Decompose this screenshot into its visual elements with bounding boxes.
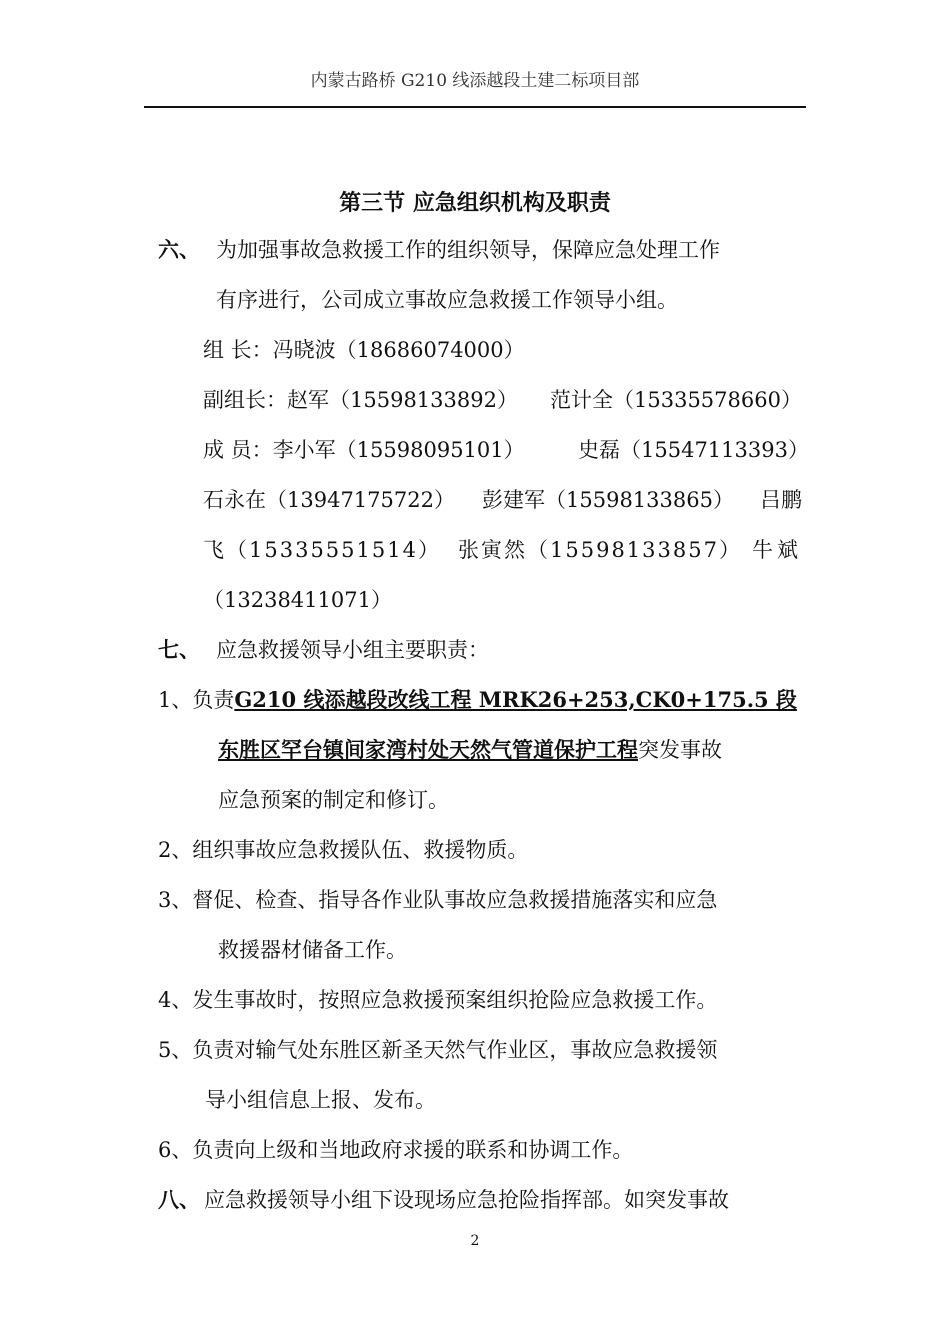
duty-1-prefix: 1、负责 [158,688,235,712]
section-eight-text: 应急救援领导小组下设现场应急抢险指挥部。如突发事故 [204,1188,729,1212]
member-5-part-2: 飞（15335551514） [203,538,441,562]
member-4: 彭建军（15598133865） [482,488,734,512]
deputy-leader-2: 范计全（15335578660） [550,388,802,412]
member-2: 史磊（15547113393） [578,438,809,462]
duty-1-line-1 [158,686,797,714]
duty-2: 2、组织事故应急救援队伍、救援物质。 [158,838,529,862]
header-divider [144,106,806,108]
page-number: 2 [470,1233,480,1249]
duty-3-line-1: 3、督促、检查、指导各作业队事故应急救援措施落实和应急 [158,888,718,912]
duty-1-suffix: 突发事故 [638,738,722,762]
member-5-part-1: 吕鹏 [760,488,802,512]
duty-1-line-2 [218,736,722,764]
duty-5-line-2: 导小组信息上报、发布。 [205,1088,436,1112]
group-leader: 组 长：冯晓波（18686074000） [203,338,525,362]
section-eight-marker: 八、 [158,1188,200,1212]
section-title: 第三节 应急组织机构及职责 [339,191,611,216]
duty-1-project-name: G210 线添越段改线工程 MRK26+253,CK0+175.5 段 [234,687,797,712]
section-six-marker: 六、 [158,238,200,262]
duty-1-line-3: 应急预案的制定和修订。 [218,788,449,812]
member-7-part-2: （13238411071） [203,588,392,612]
section-seven-heading: 应急救援领导小组主要职责： [216,638,489,662]
duty-1-project-location: 东胜区罕台镇间家湾村处天然气管道保护工程 [218,737,638,762]
member-6: 张寅然（15598133857） [458,538,742,562]
member-3: 石永在（13947175722） [203,488,455,512]
section-seven-marker: 七、 [158,638,200,662]
duty-4: 4、发生事故时，按照应急救援预案组织抢险应急救援工作。 [158,988,718,1012]
deputy-leader-1: 副组长：赵军（15598133892） [203,388,518,412]
page-header: 内蒙古路桥 G210 线添越段土建二标项目部 [310,71,640,91]
member-7-part-1: 牛斌 [752,538,802,562]
section-six-line-1: 为加强事故急救援工作的组织领导，保障应急处理工作 [216,238,720,262]
duty-5-line-1: 5、负责对输气处东胜区新圣天然气作业区，事故应急救援领 [158,1038,718,1062]
section-six-line-2: 有序进行，公司成立事故应急救援工作领导小组。 [216,288,678,312]
duty-3-line-2: 救援器材储备工作。 [218,938,407,962]
duty-6: 6、负责向上级和当地政府求援的联系和协调工作。 [158,1138,634,1162]
member-1: 成 员：李小军（15598095101） [203,438,525,462]
